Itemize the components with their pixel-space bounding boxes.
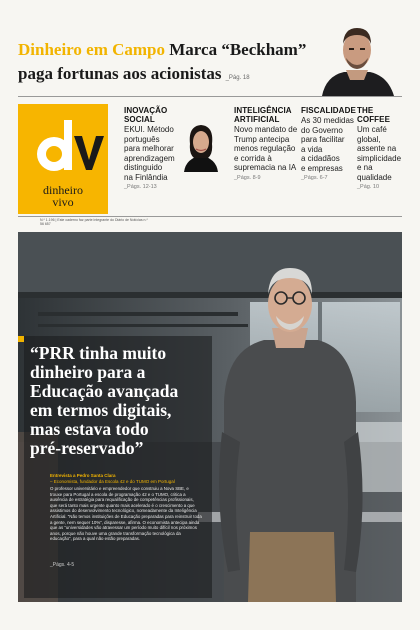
top-teaser[interactable] [18, 14, 402, 94]
summary-line: a vida [301, 144, 323, 154]
divider-middle [18, 216, 402, 217]
teaser-section-label: Dinheiro em Campo [18, 40, 166, 59]
section-heading: FISCALIDADE [301, 106, 356, 115]
teaser-headline-end: paga fortunas aos acionistas [18, 64, 222, 83]
section-summary [301, 116, 357, 173]
headline-line: em termos digitais, [30, 400, 172, 420]
summary-line: Novo mandato de [234, 125, 298, 134]
section-page-ref: _Pág. 10 [357, 184, 380, 190]
summary-line: global, [357, 134, 381, 144]
interviewee-description: – Economista, fundador da Escola 42 e do TUMO em Portugal [50, 478, 175, 484]
headline-line: pré-reservado” [30, 438, 144, 458]
teaser-headline-line2 [18, 64, 250, 84]
section-page-ref: _Págs. 6-7 [301, 175, 328, 181]
section-summary [357, 125, 407, 182]
summary-line: supremacia na IA [234, 163, 297, 172]
logo-word-vivo: vivo [52, 195, 74, 209]
summary-line: e empresas [301, 163, 343, 173]
summary-line: distinguido [124, 163, 163, 172]
section-the-coffee[interactable] [357, 106, 407, 190]
headline-line: mas estava todo [30, 419, 149, 439]
section-heading: INOVAÇÃO SOCIAL [124, 106, 168, 124]
main-story-page-ref: _Págs. 4-5 [50, 562, 75, 568]
section-inovacao-social[interactable] [124, 106, 188, 190]
section-heading: INTELIGÊNCIA ARTIFICIAL [234, 106, 292, 124]
teaser-headline-line1 [18, 40, 306, 60]
section-fiscalidade[interactable] [301, 106, 357, 181]
beckham-photo [316, 14, 398, 96]
summary-line: assente na [357, 144, 397, 153]
summary-line: EKUI. Método [124, 125, 174, 134]
headline-line: Educação avançada [30, 381, 179, 401]
summary-line: e na [357, 163, 373, 172]
section-inteligencia-artificial[interactable] [234, 106, 304, 181]
summary-line: Trump antecipa [234, 134, 290, 144]
interview-credit [50, 473, 200, 484]
summary-line: para facilitar [301, 135, 345, 144]
summary-line: do Governo [301, 125, 343, 135]
issue-info: N.º 1.196 | Este caderno faz parte integrante do Diário de Notícias n.º 56 657 [40, 218, 148, 226]
section-page-ref: _Págs. 12-13 [124, 184, 157, 190]
summary-line: português [124, 134, 160, 144]
main-headline-quote[interactable] [30, 344, 202, 458]
interview-title: Entrevista a Pedro Santa Clara [50, 473, 116, 478]
summary-line: para melhorar [124, 144, 174, 153]
summary-line: na Finlândia [124, 172, 168, 182]
summary-line: Um café [357, 125, 387, 134]
headline-line: “PRR tinha muito [30, 343, 167, 363]
dinheiro-vivo-logo[interactable] [18, 104, 108, 214]
summary-line: e corrida à [234, 153, 272, 163]
summary-line: As 30 medidas [301, 116, 354, 125]
section-summary [124, 125, 188, 182]
summary-line: qualidade [357, 172, 392, 182]
section-page-ref: _Págs. 8-9 [234, 174, 261, 181]
main-story-lead: O professor universitário e empreendedor que construiu a Nova SBE, e trouxe para Portugal a escola de programação 42 e o TUMO, critica a ausência de estratégia para requalificação de competências profissionais, que será tanto mais urgente quanto mais acelerado é o crescimento a que assistimos do desenvolvimento tecnológico, nomeadamente da Inteligência Artificial. “Não temos instituições de Educação preparadas para reinstruir toda a gente, nem sequer 10%”, disparesse, afirma. O economista antecipa ainda que as “universidades vão atravessar um período muito difícil nos próximos anos, porque não houve uma grande transformação tecnológica da educação”, para a qual não estão preparadas. [50, 486, 202, 542]
headline-line: dinheiro para a [30, 362, 146, 382]
summary-line: a cidadãos [301, 154, 340, 163]
teaser-page-ref: _Pág. 18 [225, 75, 250, 81]
summary-line: aprendizagem [124, 153, 175, 163]
logo-word-dinheiro: dinheiro [43, 183, 83, 197]
teaser-headline-start: Marca “Beckham” [169, 40, 307, 59]
section-heading: THE COFFEE [357, 106, 391, 124]
summary-line: menos regulação [234, 144, 296, 153]
divider-top [18, 96, 402, 97]
summary-line: simplicidade [357, 153, 402, 163]
woman-portrait [182, 118, 220, 172]
section-summary [234, 125, 304, 173]
